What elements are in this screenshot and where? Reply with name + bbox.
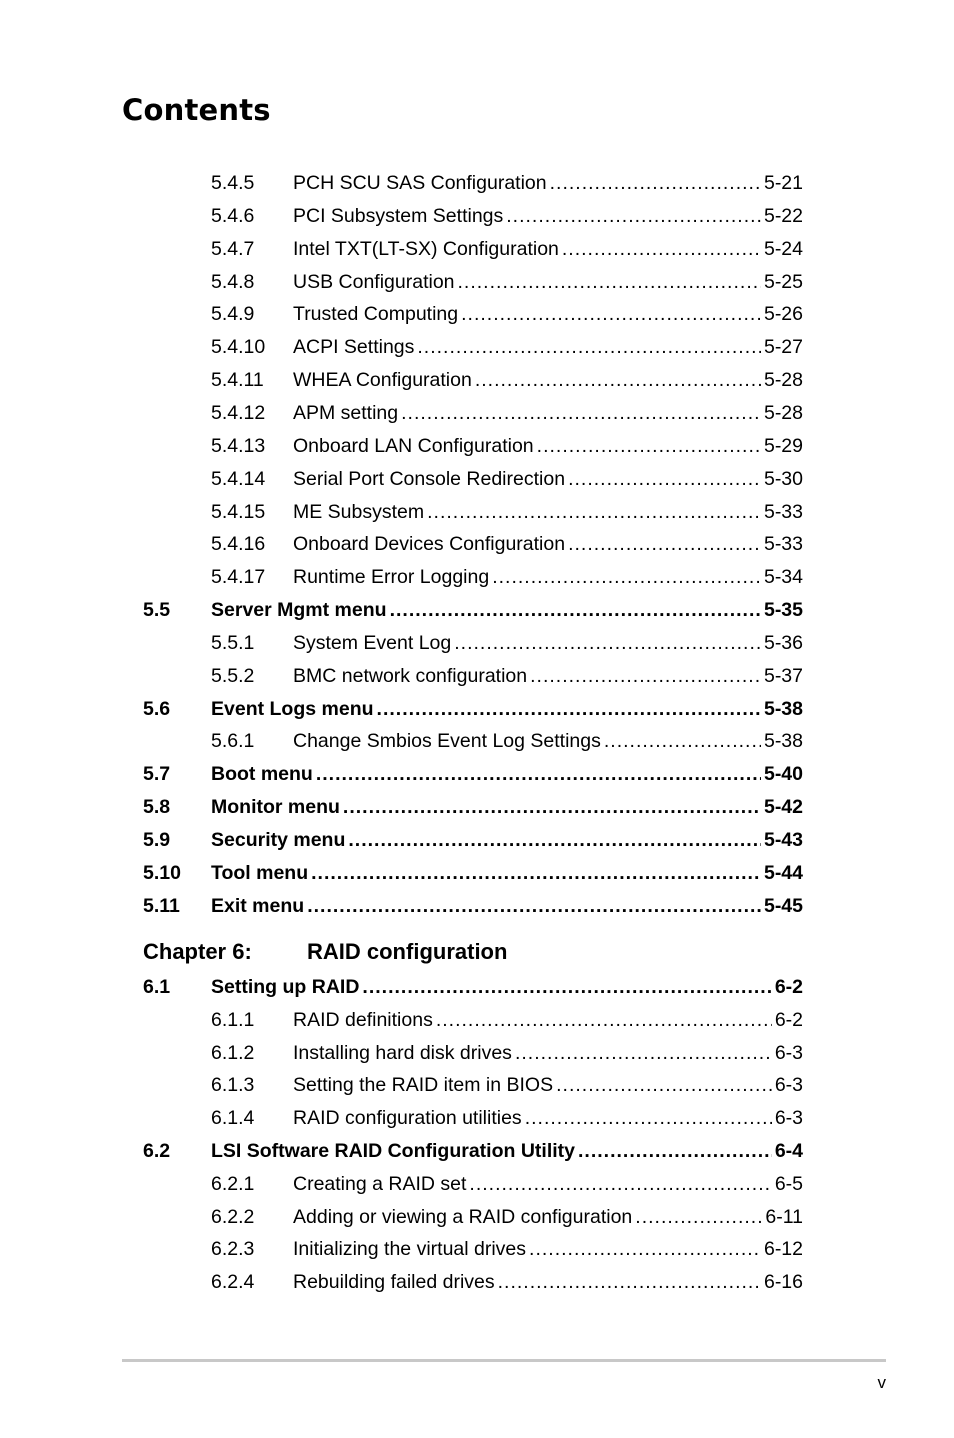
toc-entry[interactable]	[0, 630, 954, 656]
chapter-title: RAID configuration	[307, 939, 508, 964]
toc-entry-label: Serial Port Console Redirection	[293, 467, 566, 490]
toc-entry-label: Adding or viewing a RAID configuration	[293, 1205, 633, 1228]
footer-divider	[122, 1359, 886, 1362]
toc-entry-number: 5.4.5	[211, 172, 255, 194]
toc-entry-number: 5.7	[143, 763, 171, 786]
toc-dot-leader	[377, 696, 761, 722]
toc-entry-line	[293, 531, 803, 557]
toc-entry-number: 5.5.1	[211, 631, 255, 654]
toc-entry-line	[293, 433, 803, 459]
toc-entry-page: 5-26	[763, 303, 803, 326]
toc-entry-number: 6.1.3	[211, 1074, 255, 1097]
toc-entry-label: Setting up RAID	[211, 976, 360, 998]
toc-entry[interactable]	[0, 400, 954, 426]
toc-entry-line	[293, 663, 803, 689]
toc-entry-page: 5-40	[763, 763, 803, 786]
toc-entry[interactable]	[0, 1269, 954, 1295]
toc-entry-number: 5.11	[143, 894, 180, 917]
toc-entry-line	[211, 696, 803, 722]
toc-entry-line	[293, 1171, 803, 1197]
toc-dot-leader	[311, 860, 761, 886]
toc-entry-line	[211, 1138, 803, 1164]
toc-entry-label: RAID definitions	[293, 1008, 433, 1031]
toc-dot-leader	[537, 433, 761, 459]
toc-entry-page: 5-38	[763, 730, 803, 753]
toc-entry[interactable]	[0, 1138, 954, 1164]
toc-entry[interactable]	[0, 203, 954, 229]
toc-entry-number: 6.1.1	[211, 1008, 255, 1031]
toc-dot-leader	[307, 893, 761, 919]
toc-entry[interactable]	[0, 236, 954, 262]
toc-dot-leader	[461, 301, 761, 327]
toc-entry-label: Initializing the virtual drives	[293, 1238, 527, 1261]
toc-entry-page: 6-16	[763, 1271, 803, 1294]
toc-entry-label: PCI Subsystem Settings	[293, 204, 504, 227]
toc-entry[interactable]	[0, 827, 954, 853]
toc-entry-line	[211, 974, 803, 1000]
toc-dot-leader	[525, 1105, 772, 1131]
toc-entry[interactable]	[0, 1105, 954, 1131]
toc-dot-leader	[562, 236, 761, 262]
toc-entry-number: 5.4.13	[211, 434, 266, 457]
toc-entry-line	[211, 860, 803, 886]
toc-dot-leader	[492, 564, 761, 590]
toc-entry-page: 5-28	[763, 401, 803, 424]
toc-entry[interactable]	[0, 1204, 954, 1230]
toc-dot-leader	[568, 466, 761, 492]
toc-entry-label: Security menu	[211, 829, 346, 851]
toc-entry-line	[293, 630, 803, 656]
toc-entry-number: 6.2.3	[211, 1238, 255, 1261]
toc-dot-leader	[362, 974, 771, 1000]
toc-dot-leader	[401, 400, 761, 426]
toc-entry-label: System Event Log	[293, 631, 452, 654]
toc-entry-number: 5.6	[143, 697, 171, 720]
toc-entry-line	[293, 466, 803, 492]
toc-entry-label: Runtime Error Logging	[293, 566, 490, 589]
toc-entry-page: 5-45	[763, 894, 803, 917]
toc-dot-leader	[498, 1269, 761, 1295]
toc-dot-leader	[550, 170, 761, 196]
toc-entry-line	[293, 1105, 803, 1131]
toc-entry-line	[293, 236, 803, 262]
toc-entry-number: 5.5.2	[211, 664, 255, 687]
toc-entry-label: Change Smbios Event Log Settings	[293, 730, 601, 753]
toc-entry-label: USB Configuration	[293, 270, 455, 293]
toc-dot-leader	[529, 1236, 761, 1262]
toc-entry[interactable]	[0, 433, 954, 459]
toc-entry-line	[211, 597, 803, 623]
toc-entry-label: Rebuilding failed drives	[293, 1271, 495, 1294]
toc-entry-line	[211, 761, 803, 787]
toc-entry-label: RAID configuration utilities	[293, 1107, 522, 1130]
toc-entry-line	[211, 893, 803, 919]
toc-entry-line	[293, 728, 803, 754]
toc-entry[interactable]	[0, 974, 954, 1000]
toc-entry[interactable]	[0, 334, 954, 360]
toc-dot-leader	[316, 761, 761, 787]
toc-entry[interactable]	[0, 301, 954, 327]
toc-entry-label: Tool menu	[211, 861, 309, 884]
toc-entry-label: Installing hard disk drives	[293, 1041, 512, 1064]
toc-entry-label: WHEA Configuration	[293, 369, 472, 392]
toc-entry-page: 5-33	[763, 500, 803, 523]
toc-entry-label: PCH SCU SAS Configuration	[293, 172, 547, 194]
toc-dot-leader	[578, 1138, 772, 1164]
toc-entry-page: 6-2	[774, 976, 803, 998]
toc-entry-page: 5-30	[763, 467, 803, 490]
toc-entry-page: 5-29	[763, 434, 803, 457]
toc-dot-leader	[556, 1072, 772, 1098]
toc-entry-label: Boot menu	[211, 763, 313, 786]
toc-entry-number: 5.4.6	[211, 204, 255, 227]
toc-entry-page: 6-2	[774, 1008, 803, 1031]
toc-entry-label: Onboard LAN Configuration	[293, 434, 534, 457]
toc-entry-page: 6-3	[774, 1041, 803, 1064]
toc-entry-label: Server Mgmt menu	[211, 599, 387, 622]
toc-entry-page: 5-34	[763, 566, 803, 589]
toc-entry-page: 5-24	[763, 237, 803, 260]
toc-entry-number: 5.5	[143, 599, 171, 622]
toc-entry-page: 5-21	[763, 172, 803, 194]
toc-entry-number: 5.4.11	[211, 369, 264, 392]
toc-dot-leader	[458, 269, 761, 295]
toc-entry-number: 5.4.15	[211, 500, 266, 523]
toc-entry-page: 5-36	[763, 631, 803, 654]
toc-entry-page: 6-3	[774, 1107, 803, 1130]
toc-entry-number: 6.2	[143, 1140, 171, 1162]
toc-entry-label: BMC network configuration	[293, 664, 528, 687]
toc-entry-line	[293, 1204, 803, 1230]
toc-entry[interactable]	[0, 367, 954, 393]
toc-entry-line	[293, 1269, 803, 1295]
toc-entry[interactable]	[0, 564, 954, 590]
toc-entry-number: 6.1.2	[211, 1041, 255, 1064]
toc-entry-page: 5-22	[763, 204, 803, 227]
toc-entry-label: LSI Software RAID Configuration Utility	[211, 1140, 575, 1162]
toc-entry-page: 6-4	[774, 1140, 803, 1162]
toc-entry[interactable]	[0, 893, 954, 919]
toc-entry-number: 6.2.4	[211, 1271, 255, 1294]
toc-entry-page: 5-44	[763, 861, 803, 884]
toc-entry-number: 5.4.17	[211, 566, 266, 589]
toc-entry[interactable]	[0, 728, 954, 754]
toc-dot-leader	[515, 1040, 772, 1066]
toc-entry-number: 6.1.4	[211, 1107, 255, 1130]
toc-entry[interactable]	[0, 1236, 954, 1262]
toc-entry[interactable]	[0, 531, 954, 557]
toc-entry-line	[293, 1007, 803, 1033]
toc-entry-label: ACPI Settings	[293, 336, 415, 359]
toc-entry-line	[211, 794, 803, 820]
toc-entry-line	[293, 301, 803, 327]
toc-entry-page: 5-33	[763, 533, 803, 556]
toc-dot-leader	[390, 597, 761, 623]
toc-entry-number: 5.6.1	[211, 730, 255, 753]
toc-entry-page: 6-12	[763, 1238, 803, 1261]
toc-entry[interactable]	[0, 466, 954, 492]
toc-entry-line	[293, 564, 803, 590]
toc-entry-label: Event Logs menu	[211, 697, 374, 720]
toc-entry-page: 5-28	[763, 369, 803, 392]
toc-entry-label: Intel TXT(LT-SX) Configuration	[293, 237, 559, 260]
toc-entry-number: 5.4.9	[211, 303, 255, 326]
toc-entry-number: 5.4.10	[211, 336, 266, 359]
toc-entry[interactable]	[0, 696, 954, 722]
page-title: Contents	[122, 93, 271, 127]
toc-entry[interactable]	[0, 597, 954, 623]
toc-entry-number: 5.9	[143, 829, 171, 851]
toc-entry-page: 5-27	[763, 336, 803, 359]
toc-entry-label: APM setting	[293, 401, 399, 424]
toc-entry-number: 5.4.7	[211, 237, 255, 260]
toc-entry-page: 6-3	[774, 1074, 803, 1097]
toc-dot-leader	[348, 827, 761, 853]
toc-entry[interactable]	[0, 663, 954, 689]
toc-dot-leader	[343, 794, 761, 820]
toc-dot-leader	[475, 367, 761, 393]
toc-entry-line	[211, 827, 803, 853]
toc-entry-number: 6.2.2	[211, 1205, 255, 1228]
toc-entry-label: Exit menu	[211, 894, 305, 917]
toc-entry-label: Onboard Devices Configuration	[293, 533, 566, 556]
toc-entry-label: Setting the RAID item in BIOS	[293, 1074, 554, 1097]
toc-dot-leader	[530, 663, 761, 689]
toc-entry-line	[293, 269, 803, 295]
toc-entry[interactable]	[0, 269, 954, 295]
toc-entry-number: 5.4.12	[211, 401, 266, 424]
toc-entry-line	[293, 367, 803, 393]
toc-dot-leader	[427, 499, 761, 525]
toc-entry-line	[293, 203, 803, 229]
toc-entry[interactable]	[0, 761, 954, 787]
toc-dot-leader	[635, 1204, 762, 1230]
toc-entry-label: ME Subsystem	[293, 500, 425, 523]
toc-entry[interactable]	[0, 499, 954, 525]
toc-entry-page: 6-5	[774, 1172, 803, 1195]
toc-entry-number: 5.4.14	[211, 467, 266, 490]
toc-dot-leader	[604, 728, 761, 754]
page-number: v	[877, 1373, 886, 1392]
toc-entry[interactable]	[0, 1007, 954, 1033]
toc-entry-page: 5-37	[763, 664, 803, 687]
toc-entry-number: 5.10	[143, 861, 181, 884]
toc-entry-number: 6.2.1	[211, 1172, 255, 1195]
toc-entry-number: 5.4.16	[211, 533, 266, 556]
toc-entry[interactable]	[0, 1040, 954, 1066]
toc-entry[interactable]	[0, 170, 954, 196]
toc-entry[interactable]	[0, 794, 954, 820]
toc-entry-label: Creating a RAID set	[293, 1172, 467, 1195]
toc-dot-leader	[568, 531, 761, 557]
toc-entry-line	[293, 499, 803, 525]
toc-dot-leader	[506, 203, 761, 229]
toc-entry-line	[293, 334, 803, 360]
toc-entry-page: 5-42	[763, 796, 803, 819]
toc-entry-label: Monitor menu	[211, 796, 340, 819]
toc-entry-number: 5.8	[143, 796, 171, 819]
toc-entry-line	[293, 1072, 803, 1098]
toc-entry[interactable]	[0, 860, 954, 886]
toc-entry-number: 5.4.8	[211, 270, 255, 293]
toc-entry[interactable]	[0, 1171, 954, 1197]
toc-entry-page: 5-35	[763, 599, 803, 622]
toc-entry[interactable]	[0, 1072, 954, 1098]
toc-entry-page: 6-11	[765, 1205, 803, 1228]
toc-dot-leader	[469, 1171, 771, 1197]
toc-dot-leader	[417, 334, 761, 360]
toc-entry-line	[293, 400, 803, 426]
toc-entry-label: Trusted Computing	[293, 303, 459, 326]
toc-entry-page: 5-43	[763, 829, 803, 851]
toc-entry-page: 5-25	[763, 270, 803, 293]
toc-entry-line	[293, 1040, 803, 1066]
toc-entry-line	[293, 1236, 803, 1262]
toc-dot-leader	[436, 1007, 772, 1033]
toc-entry-number: 6.1	[143, 976, 171, 998]
toc-entry-line	[293, 170, 803, 196]
chapter-number: Chapter 6:	[143, 939, 252, 964]
toc-dot-leader	[454, 630, 761, 656]
toc-entry-page: 5-38	[763, 697, 803, 720]
